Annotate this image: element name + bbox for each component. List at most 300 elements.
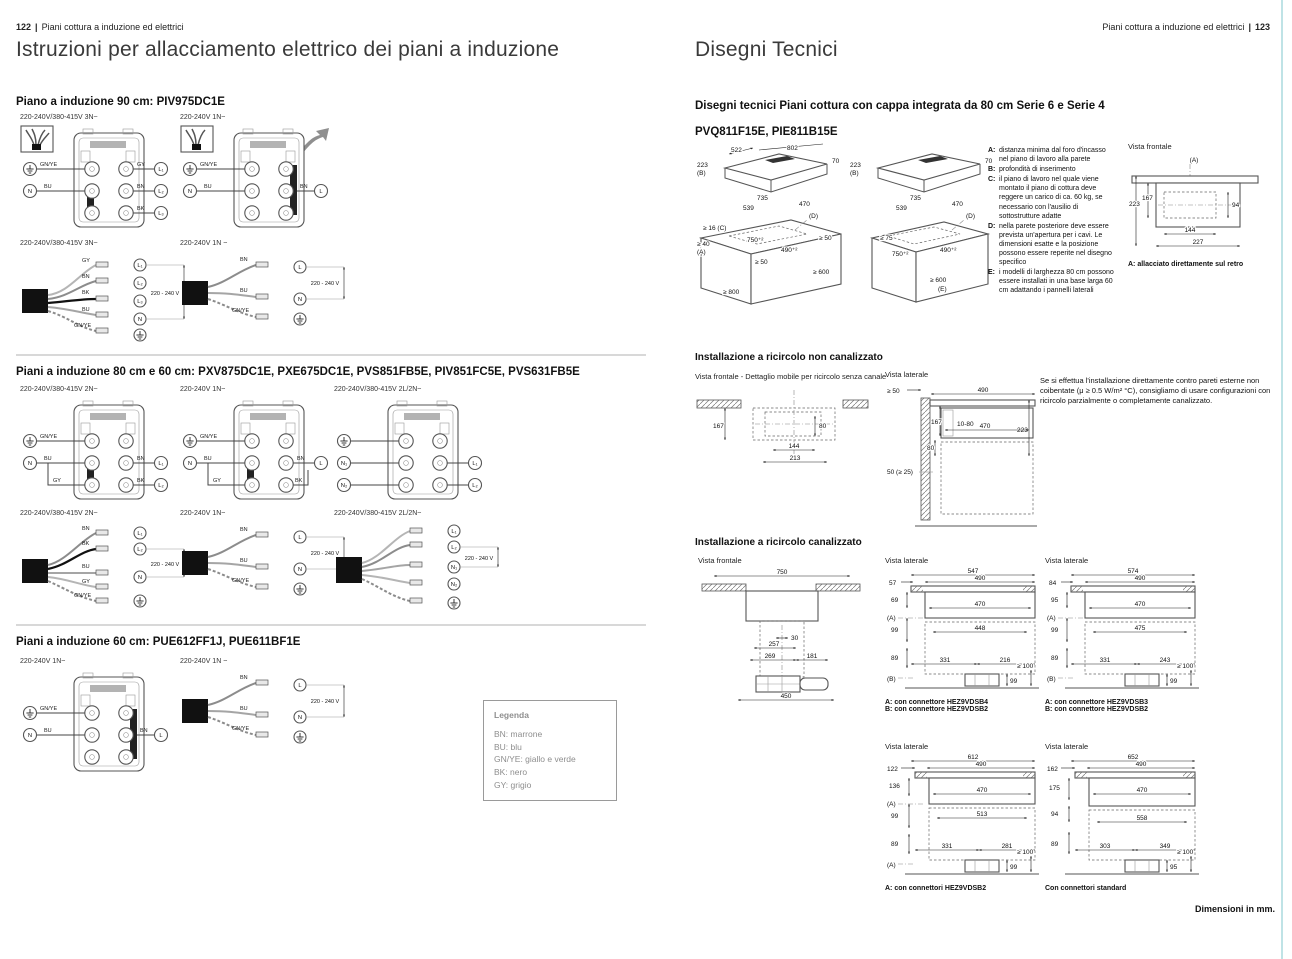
- caption: B: con connettore HEZ9VDSB2: [885, 706, 989, 713]
- voltage-label: 220-240V 1N~: [180, 386, 226, 393]
- side-view-drawing: [885, 754, 1045, 878]
- note-key: E:: [988, 269, 995, 277]
- terminal-label: N: [297, 297, 303, 304]
- dim-label: ≥ 600: [813, 269, 830, 276]
- note-item: [988, 222, 1116, 267]
- terminal-label: L₂: [137, 281, 143, 288]
- cable-icon: [181, 126, 213, 152]
- dim-label: 450: [780, 693, 792, 700]
- drawing-notes: [988, 146, 1116, 297]
- legend-item: GY: grigio: [494, 779, 532, 790]
- dim-label: 574: [1127, 568, 1139, 575]
- view-label: Vista laterale: [1045, 556, 1089, 565]
- voltage-label: 220-240V/380-415V 2L/2N~: [334, 510, 422, 517]
- dim-label: (D): [966, 213, 976, 220]
- wire-label: GN/YE: [40, 434, 58, 440]
- voltage-range-label: 220 - 240 V: [310, 551, 340, 557]
- terminal-block-drawing: [180, 125, 330, 231]
- dim-label: (B): [887, 676, 896, 683]
- wire-label: BN: [137, 456, 145, 462]
- section-divider: [16, 354, 646, 356]
- dim-label: 735: [910, 195, 921, 202]
- dim-label: 303: [1099, 843, 1111, 850]
- dim-label: 69: [891, 597, 899, 604]
- page-header-right: [695, 22, 1270, 32]
- wire-label: BU: [44, 456, 52, 462]
- terminal-label: L: [319, 461, 323, 468]
- dim-label: 243: [1159, 657, 1171, 664]
- cable-drawing: [180, 669, 355, 749]
- dim-label: 122: [887, 766, 898, 773]
- diagram-1n-80cm-cable: [180, 510, 355, 606]
- diagram-60cm-1n-terminal: [20, 658, 170, 780]
- terminal-block-drawing: [20, 125, 170, 231]
- voltage-label: 220-240V/380-415V 2N~: [20, 510, 98, 517]
- dim-label: 448: [974, 625, 986, 632]
- wire-label: BN: [300, 184, 308, 190]
- dim-label: 213: [789, 455, 801, 462]
- rnc-vista-frontale: [695, 372, 895, 477]
- dim-label: 89: [891, 655, 899, 662]
- dim-label: 490⁺²: [940, 247, 957, 254]
- wire-label: BN: [297, 456, 305, 462]
- cable-drawing: [20, 521, 195, 617]
- note-key: A:: [988, 147, 996, 154]
- dim-label: 57: [889, 580, 897, 587]
- terminal-label: L₁: [472, 461, 478, 468]
- dim-label: 331: [939, 657, 951, 664]
- dim-label: 470: [974, 601, 986, 608]
- terminal-label: L₂: [158, 483, 164, 490]
- voltage-label: 220-240V/380-415V 2N~: [20, 386, 98, 393]
- rc-vista-laterale-2: [1045, 556, 1205, 713]
- terminal-label: N: [297, 567, 303, 574]
- page-number: 122: [16, 22, 32, 32]
- wire-label: BK: [82, 290, 90, 296]
- dim-label: 513: [976, 811, 988, 818]
- legend-item: BU: blu: [494, 741, 522, 752]
- terminal-label: N: [27, 189, 33, 196]
- dim-label: 490⁺²: [781, 247, 798, 254]
- vista-frontale-top: [1128, 142, 1263, 268]
- dim-label: 522: [731, 147, 742, 154]
- terminal-label: L: [298, 265, 302, 272]
- dim-label: 331: [1099, 657, 1111, 664]
- wire-label: GY: [137, 162, 145, 168]
- dim-label: 802: [787, 145, 798, 152]
- wire-label: GY: [82, 579, 90, 585]
- terminal-label: L₂: [472, 483, 478, 490]
- dim-label: 470: [799, 201, 810, 208]
- diagram-90cm-3n-cable: [20, 240, 195, 352]
- wire-label: GY: [53, 478, 61, 484]
- terminal-label: L: [298, 683, 302, 690]
- wire-label: GN/YE: [200, 434, 218, 440]
- note-item: [988, 175, 1116, 220]
- dim-label: 80: [927, 445, 935, 452]
- dim-label: 167: [931, 419, 942, 426]
- caption: Con connettori standard: [1045, 885, 1127, 892]
- dim-label: 70: [832, 158, 840, 165]
- dim-label: 216: [999, 657, 1011, 664]
- dim-label: ≥ 600: [930, 277, 947, 284]
- terminal-block-drawing: [20, 397, 170, 503]
- dim-label: 94: [1232, 202, 1240, 209]
- wire-label: BN: [240, 257, 248, 263]
- wire-label: BK: [295, 478, 303, 484]
- voltage-range-label: 220 - 240 V: [310, 281, 340, 287]
- dim-label: 750⁺²: [747, 237, 764, 244]
- cable-drawing: [334, 521, 509, 617]
- note-text: il piano di lavoro nel quale viene montato il piano di cottura deve reggere un carico di ca. 60 kg, se necessario con l'ausilio di sottostrutture adatte: [999, 176, 1103, 220]
- wire-label: GY: [82, 258, 90, 264]
- view-label: Vista laterale: [1045, 742, 1089, 751]
- terminal-label: L₂: [137, 547, 143, 554]
- dim-label: 475: [1134, 625, 1146, 632]
- section-title-60cm: Piani a induzione 60 cm: PUE612FF1J, PUE611BF1E: [16, 636, 301, 648]
- dim-label: 558: [1136, 815, 1148, 822]
- voltage-range-label: 220 - 240 V: [310, 699, 340, 705]
- wire-label: BN: [240, 675, 248, 681]
- rnc-vista-laterale: [885, 370, 1040, 539]
- cable-drawing: [180, 521, 355, 601]
- tech-drawings-subtitle: Disegni tecnici Piani cottura con cappa integrata da 80 cm Serie 6 e Serie 4: [695, 100, 1105, 112]
- voltage-label: 220-240V 1N~: [180, 114, 226, 121]
- dim-label: 349: [1159, 843, 1171, 850]
- wire-label: BU: [44, 728, 52, 734]
- dim-label: (A): [1047, 615, 1056, 622]
- dim-label: ≥ 100: [1177, 663, 1194, 670]
- view-label: Vista frontale: [1128, 142, 1172, 151]
- header-separator: |: [1248, 22, 1251, 32]
- page-title: Istruzioni per allacciamento elettrico dei piani a induzione: [16, 38, 560, 61]
- note-text: profondità di inserimento: [999, 166, 1076, 174]
- diagram-60cm-1n-cable: [180, 658, 355, 754]
- dim-label: 331: [941, 843, 953, 850]
- terminal-label: L: [298, 535, 302, 542]
- dim-label: 490: [1135, 761, 1147, 768]
- dim-label: ≥ 100: [1017, 663, 1034, 670]
- dim-label: 490: [975, 761, 987, 768]
- dim-label: 735: [757, 195, 768, 202]
- header-text: Piani cottura a induzione ed elettrici: [1102, 22, 1245, 32]
- dim-label: 144: [788, 443, 800, 450]
- model-numbers: PVQ811F15E, PIE811B15E: [695, 126, 838, 138]
- dim-label: 470: [1136, 787, 1148, 794]
- dim-label: (D): [809, 213, 819, 220]
- caption: A: allacciato direttamente sul retro: [1128, 261, 1244, 268]
- front-view-drawing: [698, 568, 863, 706]
- wire-label: GN/YE: [40, 162, 58, 168]
- dim-label: (B): [1047, 676, 1056, 683]
- dim-label: 269: [764, 653, 776, 660]
- dim-label: ≥ 40: [697, 241, 710, 248]
- diagram-90cm-1n-terminal: [180, 114, 330, 236]
- voltage-range-label: 220 - 240 V: [150, 291, 180, 297]
- legend-item: BK: nero: [494, 767, 528, 777]
- voltage-range-label: 220 - 240 V: [150, 562, 180, 568]
- page-header-left: [16, 22, 184, 32]
- wire-label: GN/YE: [232, 726, 250, 732]
- section-title-ricircolo-c: Installazione a ricircolo canalizzato: [695, 537, 862, 548]
- dim-label: 223: [697, 162, 708, 169]
- dim-label: 612: [967, 754, 979, 761]
- dim-label: 99: [1170, 678, 1178, 685]
- diagram-2n-cable: [20, 510, 195, 622]
- dim-label: ≥ 100: [1177, 849, 1194, 856]
- note-text: distanza minima dal foro d'incasso nel piano di lavoro alla parete: [999, 147, 1106, 164]
- installation-note: Se si effettua l'installazione direttamente contro pareti esterne non coibentate (μ ≥ 0.5 W/m² °C), consigliamo di usare configurazioni con ricircolo parzialmente o completamente canalizzato.: [1040, 376, 1271, 406]
- note-item: [988, 268, 1116, 295]
- legend-item: BN: marrone: [494, 728, 543, 739]
- wire-label: GY: [213, 478, 221, 484]
- dimensions-note: Dimensioni in mm.: [1194, 904, 1275, 914]
- view-label: Vista frontale: [698, 556, 742, 565]
- dim-label: 99: [1010, 864, 1018, 871]
- terminal-label: N₂: [450, 582, 458, 589]
- legend-item: GN/YE: giallo e verde: [494, 754, 576, 765]
- terminal-label: N: [27, 461, 33, 468]
- dim-label: 94: [1051, 811, 1059, 818]
- dim-label: 490: [974, 575, 986, 582]
- wire-label: BN: [140, 728, 148, 734]
- dim-label: (A): [887, 615, 896, 622]
- dim-label: (B): [697, 170, 706, 177]
- terminal-label: N: [27, 733, 33, 740]
- diagram-1n-80cm-terminal: [180, 386, 330, 508]
- wire-label: BU: [204, 456, 212, 462]
- dim-label: (A): [887, 801, 896, 808]
- dim-label: 223: [1129, 201, 1140, 208]
- terminal-label: L₂: [158, 189, 164, 196]
- dim-label: 144: [1184, 227, 1196, 234]
- diagram-2n-terminal: [20, 386, 170, 508]
- legend-title: Legenda: [494, 710, 529, 720]
- isometric-drawing-2: [848, 142, 998, 316]
- dim-label: 652: [1127, 754, 1139, 761]
- isometric-drawing-1: [695, 142, 845, 316]
- dim-label: 70: [985, 158, 993, 165]
- dim-label: ≥ 50: [755, 259, 768, 266]
- note-text: nella parete posteriore deve essere prevista un'apertura per i cavi. Le dimensioni esatte e la posizione possono essere reperite nel disegno specifico: [999, 222, 1112, 267]
- diagram-90cm-3n-terminal: [20, 114, 170, 236]
- view-label: Vista laterale: [885, 556, 929, 565]
- dim-label: 470: [1134, 601, 1146, 608]
- dim-label: 89: [1051, 655, 1059, 662]
- dim-label: 181: [806, 653, 818, 660]
- dim-label: 490: [977, 387, 989, 394]
- wire-label: BU: [44, 184, 52, 190]
- wire-label: GN/YE: [74, 593, 92, 599]
- voltage-label: 220-240V 1N ~: [180, 658, 228, 665]
- wire-label: BN: [82, 274, 90, 280]
- front-detail-drawing: [695, 384, 870, 472]
- terminal-label: L₁: [158, 461, 164, 468]
- dim-label: 95: [1051, 597, 1059, 604]
- view-label: Vista laterale: [885, 742, 929, 751]
- wire-label: BU: [240, 706, 248, 712]
- wire-label: BN: [82, 526, 90, 532]
- voltage-label: 220-240V 1N~: [180, 510, 226, 517]
- voltage-label: 220-240V/380-415V 3N~: [20, 114, 98, 121]
- rc-vista-laterale-3: [885, 742, 1045, 892]
- header-text: Piani cottura a induzione ed elettrici: [41, 22, 184, 32]
- section-title-80-60cm: Piani a induzione 80 cm e 60 cm: PXV875DC1E, PXE675DC1E, PVS851FB5E, PIV851FC5E, PVS631FB5E: [16, 366, 580, 378]
- terminal-label: L₃: [158, 211, 164, 218]
- voltage-range-label: 220 - 240 V: [464, 556, 494, 562]
- view-label: Vista laterale: [885, 370, 929, 379]
- dim-label: 89: [1051, 841, 1059, 848]
- terminal-label: N₁: [340, 461, 348, 468]
- dim-label: 281: [1001, 843, 1013, 850]
- wire-label: GN/YE: [232, 578, 250, 584]
- rc-vista-frontale: [698, 556, 863, 711]
- terminal-label: L₁: [137, 263, 143, 270]
- note-item: [988, 146, 1116, 164]
- dim-label: 95: [1170, 864, 1178, 871]
- dim-label: 750⁺²: [892, 251, 909, 258]
- wire-label: BU: [240, 288, 248, 294]
- wire-label: BU: [82, 307, 90, 313]
- dim-label: 50 (≥ 25): [887, 469, 913, 476]
- terminal-block-drawing: [334, 397, 484, 503]
- dim-label: 470: [976, 787, 988, 794]
- wire-label: BK: [137, 206, 145, 212]
- terminal-label: L₁: [137, 531, 143, 538]
- wire-label: GN/YE: [74, 323, 92, 329]
- dim-label: 223: [1017, 427, 1028, 434]
- dim-label: ≥ 50: [887, 388, 900, 395]
- wire-label: GN/YE: [232, 308, 250, 314]
- dim-label: (A): [697, 249, 706, 256]
- dim-label: 539: [743, 205, 754, 212]
- diagram-90cm-1n-cable: [180, 240, 355, 336]
- dim-label: 175: [1049, 785, 1060, 792]
- caption: B: con connettore HEZ9VDSB2: [1045, 706, 1149, 713]
- wire-label: BU: [204, 184, 212, 190]
- dim-label: 30: [791, 635, 799, 642]
- section-title-ricircolo-nc: Installazione a ricircolo non canalizzato: [695, 352, 883, 363]
- side-view-drawing: [885, 568, 1045, 692]
- dim-label: ≥ 100: [1017, 849, 1034, 856]
- dim-label: 470: [979, 423, 991, 430]
- dim-label: 80: [819, 423, 827, 430]
- wire-label: BN: [240, 527, 248, 533]
- dim-label: 10-80: [957, 421, 974, 428]
- page-edge-line: [1281, 0, 1283, 959]
- section-title-90cm: Piano a induzione 90 cm: PIV975DC1E: [16, 96, 225, 108]
- page-number: 123: [1254, 22, 1270, 32]
- terminal-label: N: [297, 715, 303, 722]
- dim-label: (B): [850, 170, 859, 177]
- cable-icon: [21, 126, 53, 152]
- dim-label: 223: [850, 162, 861, 169]
- terminal-block-drawing: [180, 397, 330, 503]
- caption: A: con connettore HEZ9VDSB4: [885, 699, 989, 706]
- dim-label: 84: [1049, 580, 1057, 587]
- note-key: B:: [988, 166, 996, 174]
- dim-label: 539: [896, 205, 907, 212]
- terminal-label: L₁: [451, 529, 457, 536]
- dim-label: 470: [952, 201, 963, 208]
- terminal-label: N: [187, 189, 193, 196]
- wire-label: BN: [137, 184, 145, 190]
- terminal-label: N: [137, 317, 143, 324]
- terminal-label: L₁: [158, 167, 164, 174]
- cable-drawing: [180, 251, 355, 331]
- dim-label: (A): [887, 862, 896, 869]
- terminal-label: N: [187, 461, 193, 468]
- dim-label: ≥ 16 (C): [703, 225, 727, 232]
- dim-label: (E): [938, 286, 947, 293]
- dim-label: 547: [967, 568, 979, 575]
- wire-label: GN/YE: [200, 162, 218, 168]
- dim-label: (A): [1189, 157, 1199, 164]
- voltage-label: 220-240V 1N ~: [180, 240, 228, 247]
- diagram-2l2n-terminal: [334, 386, 484, 508]
- terminal-label: L: [319, 189, 323, 196]
- rc-vista-laterale-1: [885, 556, 1045, 713]
- dim-label: 490: [1134, 575, 1146, 582]
- voltage-label: 220-240V/380-415V 2L/2N~: [334, 386, 422, 393]
- dim-label: 99: [1051, 627, 1059, 634]
- side-view-drawing: [1045, 754, 1205, 878]
- wire-label: BK: [82, 541, 90, 547]
- dim-label: ≥ 800: [723, 289, 740, 296]
- dim-label: 99: [891, 813, 899, 820]
- rc-vista-laterale-4: [1045, 742, 1205, 892]
- terminal-label: N₂: [340, 483, 348, 490]
- terminal-label: L: [159, 733, 163, 740]
- dim-label: 167: [1142, 195, 1153, 202]
- wire-label: BU: [82, 564, 90, 570]
- wire-label: GN/YE: [40, 706, 58, 712]
- dim-label: 99: [1010, 678, 1018, 685]
- voltage-label: 220-240V/380-415V 3N~: [20, 240, 98, 247]
- note-item: [988, 165, 1116, 174]
- diagram-2l2n-cable: [334, 510, 509, 622]
- voltage-label: 220-240V 1N~: [20, 658, 66, 665]
- page-title: Disegni Tecnici: [695, 38, 838, 61]
- dim-label: 227: [1192, 239, 1204, 246]
- terminal-label: L₃: [137, 299, 143, 306]
- dim-label: 750: [776, 569, 788, 576]
- dim-label: ≥ 75: [880, 235, 893, 242]
- terminal-label: L₂: [451, 545, 457, 552]
- dim-label: ≥ 50: [819, 235, 832, 242]
- caption: A: con connettore HEZ9VDSB3: [1045, 699, 1149, 706]
- cable-drawing: [20, 251, 195, 347]
- note-text: i modelli di larghezza 80 cm possono essere installati in una base larga 60 cm adattando i pannelli laterali: [999, 269, 1114, 295]
- dim-label: 167: [713, 423, 724, 430]
- wire-label: BK: [137, 478, 145, 484]
- front-view-drawing: [1128, 154, 1263, 254]
- dim-label: 89: [891, 841, 899, 848]
- view-label: Vista frontale - Dettaglio mobile per ricircolo senza canale: [695, 372, 887, 381]
- note-key: C:: [988, 176, 996, 184]
- legend-box: [483, 700, 617, 801]
- terminal-block-drawing: [20, 669, 170, 775]
- dim-label: 257: [768, 641, 780, 648]
- side-view-drawing: [885, 382, 1040, 534]
- dim-label: 99: [891, 627, 899, 634]
- dim-label: 162: [1047, 766, 1058, 773]
- section-divider: [16, 624, 646, 626]
- side-view-drawing: [1045, 568, 1205, 692]
- header-separator: |: [35, 22, 38, 32]
- terminal-label: N₁: [450, 565, 458, 572]
- dim-label: 136: [889, 783, 900, 790]
